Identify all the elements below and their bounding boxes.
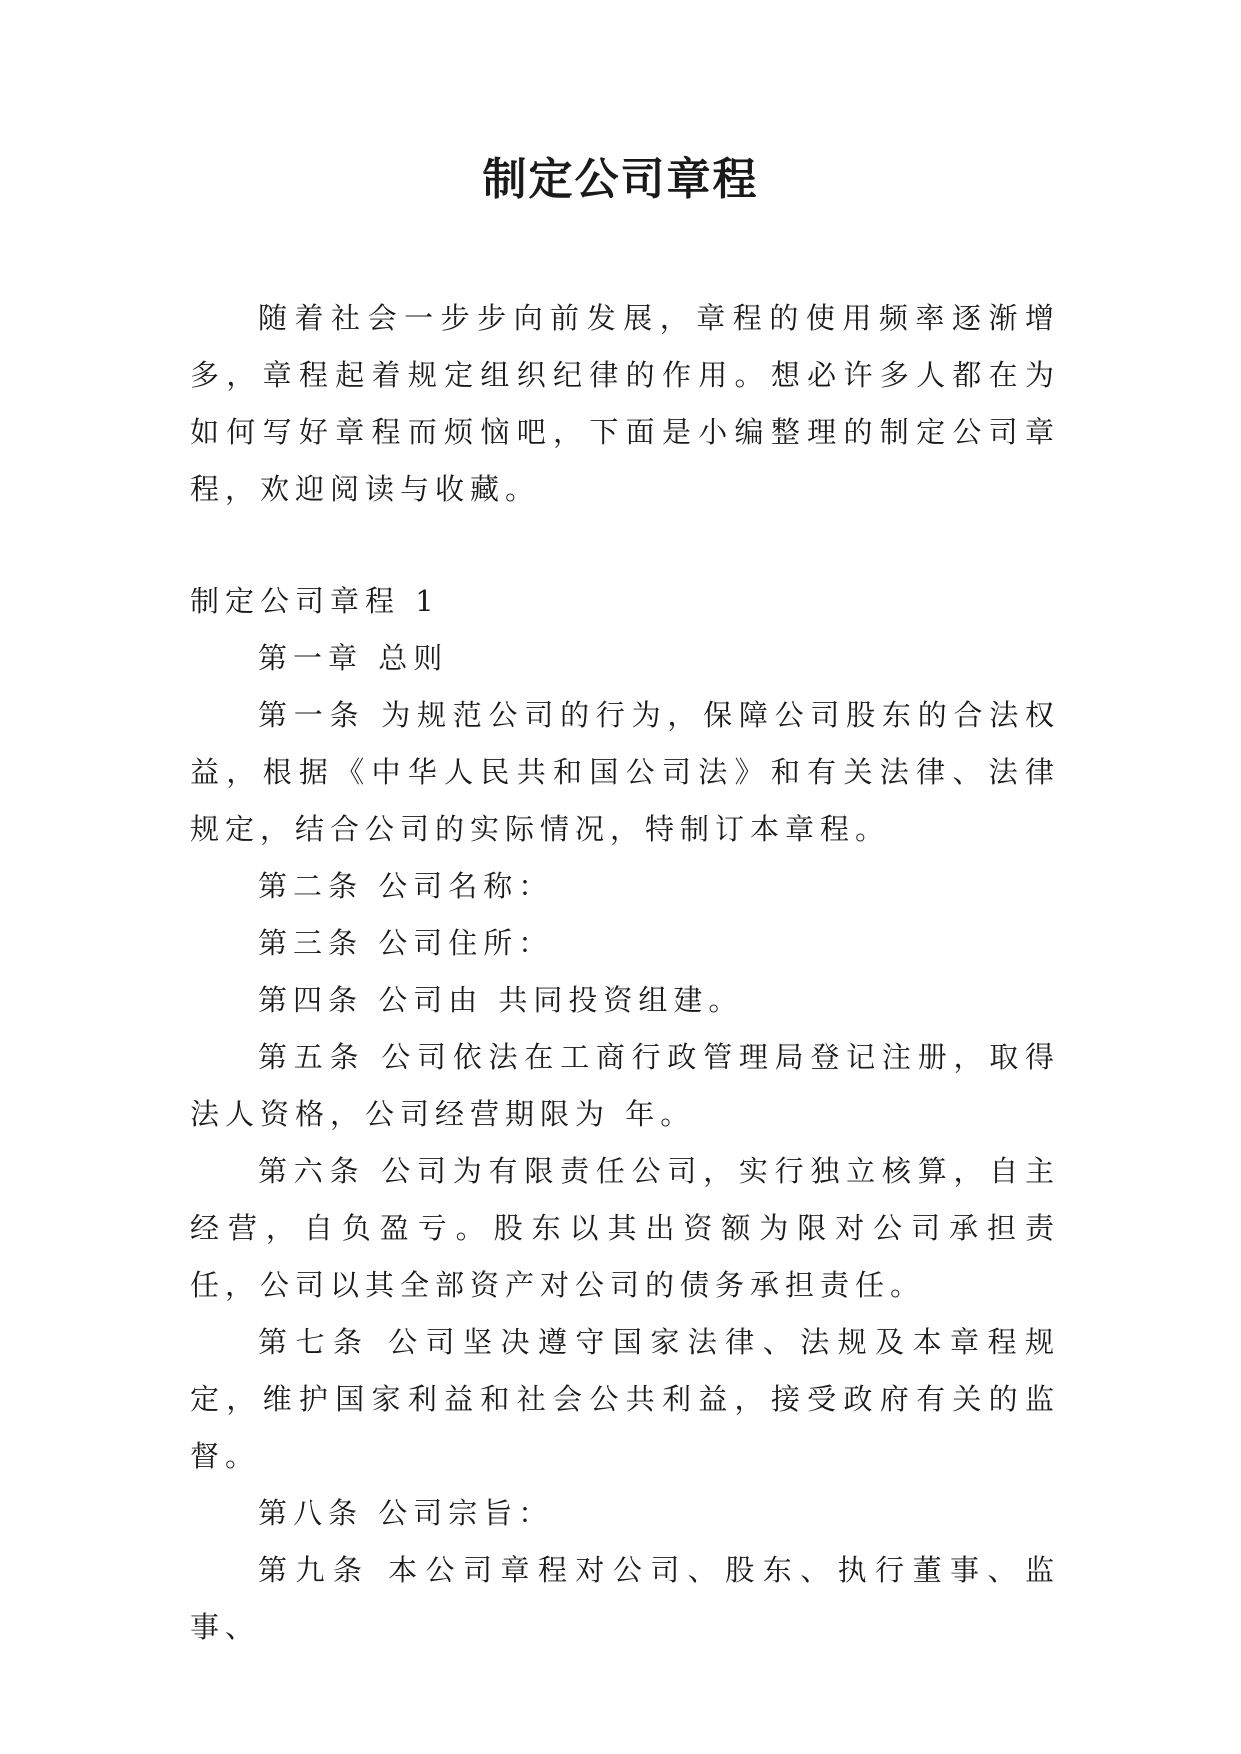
document-body: [190, 290, 1060, 1656]
article-7: 第七条 公司坚决遵守国家法律、法规及本章程规定，维护国家利益和社会公共利益，接受政府有关的监督。: [190, 1325, 1060, 1473]
section-spacer: [190, 518, 1060, 573]
chapter-heading: 第一章 总则: [258, 641, 449, 675]
document-title: 制定公司章程: [482, 154, 759, 205]
article-3: 第三条 公司住所：: [258, 926, 554, 960]
article-9: 第九条 本公司章程对公司、股东、执行董事、监事、: [190, 1553, 1060, 1644]
article-1: 第一条 为规范公司的行为，保障公司股东的合法权益，根据《中华人民共和国公司法》和有关法律、法律规定，结合公司的实际情况，特制订本章程。: [190, 698, 1060, 846]
intro-paragraph: 随着社会一步步向前发展，章程的使用频率逐渐增多，章程起着规定组织纪律的作用。想必许多人都在为如何写好章程而烦恼吧，下面是小编整理的制定公司章程，欢迎阅读与收藏。: [190, 301, 1060, 506]
section-heading: 制定公司章程 1: [190, 584, 440, 618]
article-8: 第八条 公司宗旨：: [258, 1496, 554, 1530]
article-6: 第六条 公司为有限责任公司，实行独立核算，自主经营，自负盈亏。股东以其出资额为限对公司承担责任，公司以其全部资产对公司的债务承担责任。: [190, 1154, 1060, 1302]
article-4: 第四条 公司由 共同投资组建。: [258, 983, 744, 1017]
article-5: 第五条 公司依法在工商行政管理局登记注册，取得法人资格，公司经营期限为 年。: [190, 1040, 1060, 1131]
article-2: 第二条 公司名称：: [258, 869, 554, 903]
